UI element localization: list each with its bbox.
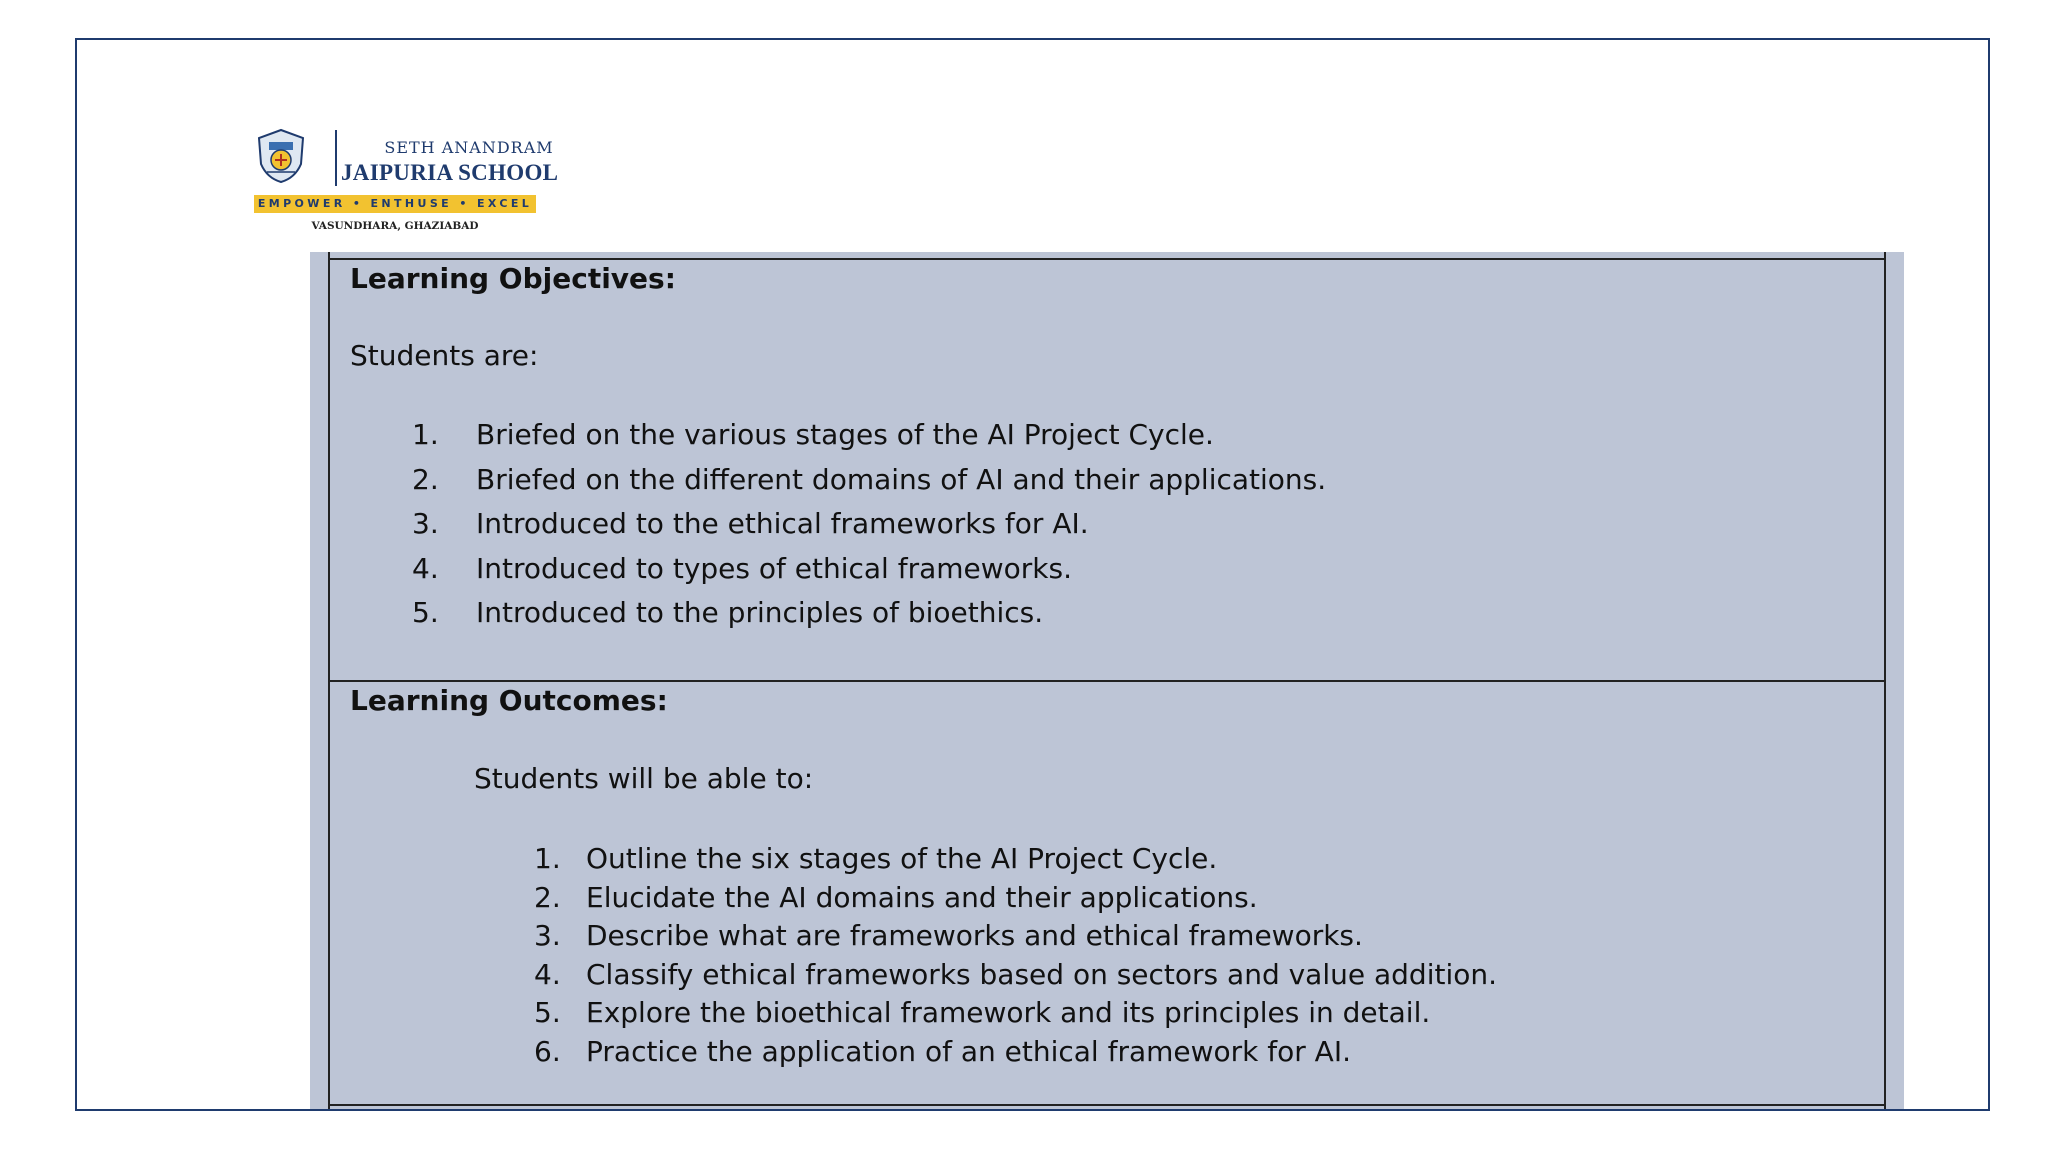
section-divider [330,1104,1884,1106]
outcomes-list [534,842,1497,1073]
objectives-intro: Students are: [350,339,539,372]
list-item: 3. Describe what are frameworks and ethical frameworks. [534,919,1363,952]
logo-school-name: JAIPURIA SCHOOL [341,160,559,185]
list-item: 2. Briefed on the different domains of AI and their applications. [412,462,1327,496]
objectives-list [412,418,1326,641]
objectives-heading: Learning Objectives: [350,262,676,295]
list-item: 2. Elucidate the AI domains and their applications. [534,880,1258,914]
logo-tagline: EMPOWER • ENTHUSE • EXCEL [254,195,536,213]
outcomes-intro: Students will be able to: [474,762,814,795]
content-table [328,252,1886,1111]
section-divider [330,680,1884,682]
list-item: 3. Introduced to the ethical frameworks for AI. [412,507,1089,540]
school-crest-icon [255,128,307,184]
school-logo [179,90,559,242]
logo-line1: SETH ANANDRAM [384,138,554,157]
list-item: 5. Explore the bioethical framework and its principles in detail. [534,996,1431,1029]
list-item: 5. Introduced to the principles of bioethics. [412,596,1044,629]
list-item: 1. Briefed on the various stages of the AI Project Cycle. [412,418,1214,451]
logo-location: VASUNDHARA, GHAZIABAD [311,220,479,232]
list-item: 1. Outline the six stages of the AI Project Cycle. [534,842,1218,875]
slide-frame [75,38,1990,1111]
list-item: 6. Practice the application of an ethical framework for AI. [534,1034,1351,1068]
table-top-border [330,258,1884,260]
list-item: 4. Classify ethical frameworks based on sectors and value addition. [534,957,1498,991]
content-panel [310,252,1904,1111]
logo-divider [335,130,337,186]
list-item: 4. Introduced to types of ethical frameworks. [412,551,1072,585]
outcomes-heading: Learning Outcomes: [350,684,668,717]
